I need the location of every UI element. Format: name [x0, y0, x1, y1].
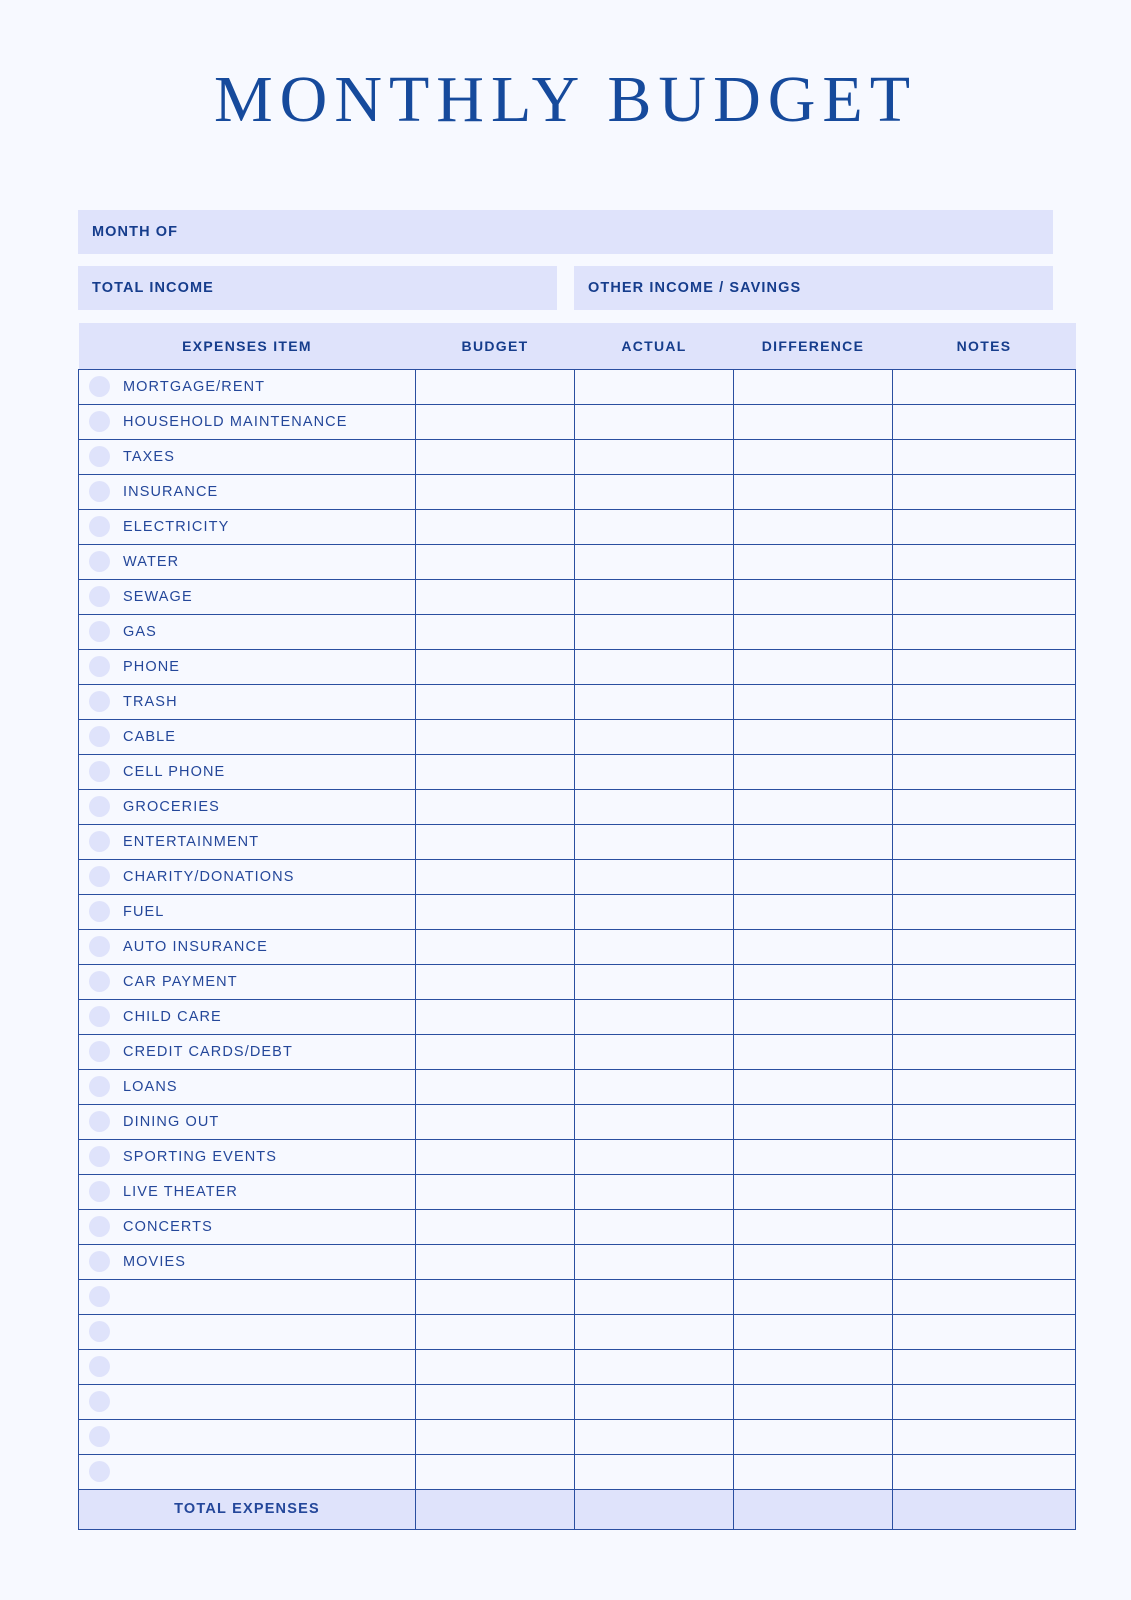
expense-item-cell[interactable]: [79, 789, 416, 824]
budget-cell[interactable]: [416, 1069, 575, 1104]
notes-cell[interactable]: [893, 509, 1076, 544]
expense-item-cell[interactable]: [79, 1104, 416, 1139]
actual-cell[interactable]: [575, 579, 734, 614]
notes-cell[interactable]: [893, 1069, 1076, 1104]
actual-cell[interactable]: [575, 1209, 734, 1244]
difference-cell[interactable]: [734, 964, 893, 999]
notes-cell[interactable]: [893, 1104, 1076, 1139]
expense-item-cell[interactable]: [79, 649, 416, 684]
checkbox-dot-icon[interactable]: [89, 1146, 110, 1167]
header-difference: DIFFERENCE: [734, 323, 893, 369]
checkbox-dot-icon[interactable]: [89, 761, 110, 782]
table-row: [79, 1454, 1076, 1489]
difference-cell[interactable]: [734, 1454, 893, 1489]
table-row: [79, 929, 1076, 964]
difference-cell[interactable]: [734, 1174, 893, 1209]
checkbox-dot-icon[interactable]: [89, 516, 110, 537]
difference-cell[interactable]: [734, 1139, 893, 1174]
table-row: [79, 1384, 1076, 1419]
difference-cell[interactable]: [734, 369, 893, 404]
page-title: MONTHLY BUDGET: [213, 63, 918, 136]
difference-cell[interactable]: [734, 859, 893, 894]
actual-cell[interactable]: [575, 439, 734, 474]
table-row: [79, 1069, 1076, 1104]
expense-item-label: ENTERTAINMENT: [123, 833, 260, 850]
difference-cell[interactable]: [734, 614, 893, 649]
checkbox-dot-icon[interactable]: [89, 866, 110, 887]
actual-cell[interactable]: [575, 649, 734, 684]
table-row: [79, 789, 1076, 824]
table-row: [79, 1244, 1076, 1279]
total-actual-cell[interactable]: [575, 1489, 734, 1529]
table-row: [79, 1349, 1076, 1384]
actual-cell[interactable]: [575, 1034, 734, 1069]
difference-cell[interactable]: [734, 1034, 893, 1069]
expense-item-cell[interactable]: [79, 404, 416, 439]
total-expenses-row: [79, 1489, 1076, 1529]
notes-cell[interactable]: [893, 894, 1076, 929]
total-income-field[interactable]: TOTAL INCOME: [78, 266, 557, 310]
expense-item-cell[interactable]: [79, 684, 416, 719]
budget-cell[interactable]: [416, 1384, 575, 1419]
expense-item-cell[interactable]: [79, 1034, 416, 1069]
table-row: [79, 1104, 1076, 1139]
budget-cell[interactable]: [416, 1419, 575, 1454]
actual-cell[interactable]: [575, 1454, 734, 1489]
checkbox-dot-icon[interactable]: [89, 901, 110, 922]
expense-item-label: PHONE: [123, 658, 181, 675]
table-row: [79, 754, 1076, 789]
notes-cell[interactable]: [893, 474, 1076, 509]
budget-cell[interactable]: [416, 719, 575, 754]
table-row: [79, 439, 1076, 474]
expense-item-label: CHILD CARE: [123, 1008, 222, 1025]
budget-cell[interactable]: [416, 1174, 575, 1209]
notes-cell[interactable]: [893, 404, 1076, 439]
notes-cell[interactable]: [893, 964, 1076, 999]
actual-cell[interactable]: [575, 684, 734, 719]
expense-item-cell[interactable]: [79, 1069, 416, 1104]
difference-cell[interactable]: [734, 1209, 893, 1244]
expense-item-cell[interactable]: [79, 1419, 416, 1454]
budget-cell[interactable]: [416, 579, 575, 614]
table-row: [79, 1419, 1076, 1454]
budget-cell[interactable]: [416, 1209, 575, 1244]
table-row: [79, 719, 1076, 754]
actual-cell[interactable]: [575, 1419, 734, 1454]
total-difference-cell[interactable]: [734, 1489, 893, 1529]
expense-item-cell[interactable]: [79, 964, 416, 999]
actual-cell[interactable]: [575, 719, 734, 754]
notes-cell[interactable]: [893, 1034, 1076, 1069]
total-notes-cell[interactable]: [893, 1489, 1076, 1529]
notes-cell[interactable]: [893, 1174, 1076, 1209]
notes-cell[interactable]: [893, 719, 1076, 754]
checkbox-dot-icon[interactable]: [89, 1181, 110, 1202]
checkbox-dot-icon[interactable]: [89, 691, 110, 712]
expense-item-label: GAS: [123, 623, 157, 640]
table-row: [79, 1279, 1076, 1314]
budget-cell[interactable]: [416, 894, 575, 929]
expense-item-cell[interactable]: [79, 894, 416, 929]
budget-cell[interactable]: [416, 1279, 575, 1314]
budget-cell[interactable]: [416, 859, 575, 894]
difference-cell[interactable]: [734, 1314, 893, 1349]
actual-cell[interactable]: [575, 509, 734, 544]
budget-cell[interactable]: [416, 684, 575, 719]
difference-cell[interactable]: [734, 894, 893, 929]
actual-cell[interactable]: [575, 1279, 734, 1314]
expense-item-cell[interactable]: [79, 754, 416, 789]
actual-cell[interactable]: [575, 1244, 734, 1279]
notes-cell[interactable]: [893, 1244, 1076, 1279]
expense-item-cell[interactable]: [79, 1209, 416, 1244]
expense-item-label: SEWAGE: [123, 588, 193, 605]
actual-cell[interactable]: [575, 929, 734, 964]
expense-item-label: CHARITY/DONATIONS: [123, 868, 295, 885]
difference-cell[interactable]: [734, 789, 893, 824]
difference-cell[interactable]: [734, 509, 893, 544]
notes-cell[interactable]: [893, 544, 1076, 579]
actual-cell[interactable]: [575, 614, 734, 649]
budget-cell[interactable]: [416, 824, 575, 859]
table-row: [79, 964, 1076, 999]
table-row: [79, 684, 1076, 719]
actual-cell[interactable]: [575, 894, 734, 929]
checkbox-dot-icon[interactable]: [89, 656, 110, 677]
checkbox-dot-icon[interactable]: [89, 621, 110, 642]
expense-item-cell[interactable]: [79, 1454, 416, 1489]
header-actual: ACTUAL: [575, 323, 734, 369]
expense-item-cell[interactable]: [79, 579, 416, 614]
expense-item-label: TRASH: [123, 693, 178, 710]
checkbox-dot-icon[interactable]: [89, 1321, 110, 1342]
income-row: [78, 266, 1053, 310]
expense-item-cell[interactable]: [79, 824, 416, 859]
notes-cell[interactable]: [893, 789, 1076, 824]
difference-cell[interactable]: [734, 1244, 893, 1279]
actual-cell[interactable]: [575, 964, 734, 999]
actual-cell[interactable]: [575, 754, 734, 789]
month-of-field[interactable]: MONTH OF: [78, 210, 1053, 254]
expense-item-cell[interactable]: [79, 509, 416, 544]
budget-cell[interactable]: [416, 439, 575, 474]
notes-cell[interactable]: [893, 754, 1076, 789]
actual-cell[interactable]: [575, 1349, 734, 1384]
checkbox-dot-icon[interactable]: [89, 1006, 110, 1027]
expense-item-label: WATER: [123, 553, 180, 570]
checkbox-dot-icon[interactable]: [89, 1216, 110, 1237]
checkbox-dot-icon[interactable]: [89, 1041, 110, 1062]
budget-cell[interactable]: [416, 999, 575, 1034]
actual-cell[interactable]: [575, 1314, 734, 1349]
budget-cell[interactable]: [416, 1314, 575, 1349]
notes-cell[interactable]: [893, 999, 1076, 1034]
notes-cell[interactable]: [893, 1419, 1076, 1454]
budget-sheet: [78, 138, 1053, 1530]
expenses-table-body: [79, 369, 1076, 1529]
table-row: [79, 474, 1076, 509]
checkbox-dot-icon[interactable]: [89, 446, 110, 467]
expense-item-cell[interactable]: [79, 1174, 416, 1209]
table-row: [79, 1139, 1076, 1174]
budget-cell[interactable]: [416, 929, 575, 964]
expense-item-label: AUTO INSURANCE: [123, 938, 268, 955]
expense-item-cell[interactable]: [79, 859, 416, 894]
checkbox-dot-icon[interactable]: [89, 796, 110, 817]
table-row: [79, 824, 1076, 859]
expense-item-label: LIVE THEATER: [123, 1183, 238, 1200]
expense-item-cell[interactable]: [79, 369, 416, 404]
difference-cell[interactable]: [734, 1384, 893, 1419]
notes-cell[interactable]: [893, 1139, 1076, 1174]
table-header-row: [79, 323, 1076, 369]
notes-cell[interactable]: [893, 1349, 1076, 1384]
checkbox-dot-icon[interactable]: [89, 376, 110, 397]
difference-cell[interactable]: [734, 999, 893, 1034]
notes-cell[interactable]: [893, 439, 1076, 474]
actual-cell[interactable]: [575, 1139, 734, 1174]
total-expenses-label: TOTAL EXPENSES: [79, 1489, 416, 1529]
table-row: [79, 509, 1076, 544]
difference-cell[interactable]: [734, 1279, 893, 1314]
expense-item-cell[interactable]: [79, 1139, 416, 1174]
budget-cell[interactable]: [416, 1244, 575, 1279]
difference-cell[interactable]: [734, 404, 893, 439]
difference-cell[interactable]: [734, 1069, 893, 1104]
table-row: [79, 649, 1076, 684]
budget-cell[interactable]: [416, 754, 575, 789]
notes-cell[interactable]: [893, 684, 1076, 719]
difference-cell[interactable]: [734, 544, 893, 579]
checkbox-dot-icon[interactable]: [89, 831, 110, 852]
table-row: [79, 614, 1076, 649]
difference-cell[interactable]: [734, 474, 893, 509]
actual-cell[interactable]: [575, 789, 734, 824]
checkbox-dot-icon[interactable]: [89, 1461, 110, 1482]
expense-item-cell[interactable]: [79, 1349, 416, 1384]
budget-cell[interactable]: [416, 369, 575, 404]
table-row: [79, 1314, 1076, 1349]
header-notes: NOTES: [893, 323, 1076, 369]
budget-cell[interactable]: [416, 544, 575, 579]
expense-item-label: CONCERTS: [123, 1218, 213, 1235]
table-row: [79, 404, 1076, 439]
expense-item-label: MOVIES: [123, 1253, 186, 1270]
checkbox-dot-icon[interactable]: [89, 1426, 110, 1447]
notes-cell[interactable]: [893, 1209, 1076, 1244]
difference-cell[interactable]: [734, 1349, 893, 1384]
expense-item-cell[interactable]: [79, 1279, 416, 1314]
actual-cell[interactable]: [575, 369, 734, 404]
notes-cell[interactable]: [893, 1279, 1076, 1314]
checkbox-dot-icon[interactable]: [89, 481, 110, 502]
table-row: [79, 369, 1076, 404]
difference-cell[interactable]: [734, 439, 893, 474]
expense-item-label: FUEL: [123, 903, 165, 920]
expense-item-label: GROCERIES: [123, 798, 220, 815]
header-expenses-item: EXPENSES ITEM: [79, 323, 416, 369]
checkbox-dot-icon[interactable]: [89, 726, 110, 747]
budget-cell[interactable]: [416, 1104, 575, 1139]
expenses-table: [78, 323, 1076, 1530]
total-budget-cell[interactable]: [416, 1489, 575, 1529]
notes-cell[interactable]: [893, 824, 1076, 859]
notes-cell[interactable]: [893, 579, 1076, 614]
difference-cell[interactable]: [734, 579, 893, 614]
checkbox-dot-icon[interactable]: [89, 1076, 110, 1097]
expense-item-cell[interactable]: [79, 1314, 416, 1349]
actual-cell[interactable]: [575, 1174, 734, 1209]
notes-cell[interactable]: [893, 1454, 1076, 1489]
notes-cell[interactable]: [893, 614, 1076, 649]
notes-cell[interactable]: [893, 1314, 1076, 1349]
difference-cell[interactable]: [734, 684, 893, 719]
checkbox-dot-icon[interactable]: [89, 936, 110, 957]
budget-cell[interactable]: [416, 614, 575, 649]
checkbox-dot-icon[interactable]: [89, 411, 110, 432]
actual-cell[interactable]: [575, 1384, 734, 1419]
difference-cell[interactable]: [734, 649, 893, 684]
checkbox-dot-icon[interactable]: [89, 1356, 110, 1377]
header-budget: BUDGET: [416, 323, 575, 369]
notes-cell[interactable]: [893, 859, 1076, 894]
expense-item-cell[interactable]: [79, 929, 416, 964]
expense-item-cell[interactable]: [79, 544, 416, 579]
expense-item-cell[interactable]: [79, 614, 416, 649]
checkbox-dot-icon[interactable]: [89, 551, 110, 572]
checkbox-dot-icon[interactable]: [89, 1251, 110, 1272]
expense-item-cell[interactable]: [79, 1384, 416, 1419]
checkbox-dot-icon[interactable]: [89, 586, 110, 607]
table-row: [79, 859, 1076, 894]
expense-item-label: ELECTRICITY: [123, 518, 230, 535]
table-row: [79, 894, 1076, 929]
budget-cell[interactable]: [416, 474, 575, 509]
expense-item-label: MORTGAGE/RENT: [123, 378, 266, 395]
expense-item-label: DINING OUT: [123, 1113, 220, 1130]
table-row: [79, 544, 1076, 579]
actual-cell[interactable]: [575, 474, 734, 509]
budget-cell[interactable]: [416, 404, 575, 439]
expense-item-cell[interactable]: [79, 1244, 416, 1279]
table-row: [79, 1034, 1076, 1069]
difference-cell[interactable]: [734, 929, 893, 964]
notes-cell[interactable]: [893, 649, 1076, 684]
table-row: [79, 1174, 1076, 1209]
notes-cell[interactable]: [893, 1384, 1076, 1419]
expense-item-label: CREDIT CARDS/DEBT: [123, 1043, 293, 1060]
other-income-savings-field[interactable]: OTHER INCOME / SAVINGS: [574, 266, 1053, 310]
budget-cell[interactable]: [416, 1454, 575, 1489]
expense-item-cell[interactable]: [79, 719, 416, 754]
budget-cell[interactable]: [416, 649, 575, 684]
expense-item-cell[interactable]: [79, 999, 416, 1034]
checkbox-dot-icon[interactable]: [89, 971, 110, 992]
checkbox-dot-icon[interactable]: [89, 1286, 110, 1307]
expense-item-label: CELL PHONE: [123, 763, 226, 780]
expense-item-cell[interactable]: [79, 474, 416, 509]
actual-cell[interactable]: [575, 1104, 734, 1139]
expense-item-label: LOANS: [123, 1078, 178, 1095]
budget-cell[interactable]: [416, 1034, 575, 1069]
checkbox-dot-icon[interactable]: [89, 1111, 110, 1132]
expense-item-label: TAXES: [123, 448, 175, 465]
actual-cell[interactable]: [575, 859, 734, 894]
table-row: [79, 1209, 1076, 1244]
actual-cell[interactable]: [575, 404, 734, 439]
actual-cell[interactable]: [575, 824, 734, 859]
notes-cell[interactable]: [893, 369, 1076, 404]
expense-item-label: CABLE: [123, 728, 177, 745]
actual-cell[interactable]: [575, 544, 734, 579]
budget-cell[interactable]: [416, 964, 575, 999]
budget-cell[interactable]: [416, 509, 575, 544]
budget-cell[interactable]: [416, 789, 575, 824]
actual-cell[interactable]: [575, 1069, 734, 1104]
table-row: [79, 999, 1076, 1034]
expense-item-label: SPORTING EVENTS: [123, 1148, 278, 1165]
difference-cell[interactable]: [734, 754, 893, 789]
table-row: [79, 579, 1076, 614]
checkbox-dot-icon[interactable]: [89, 1391, 110, 1412]
difference-cell[interactable]: [734, 824, 893, 859]
expense-item-label: HOUSEHOLD MAINTENANCE: [123, 413, 348, 430]
expense-item-cell[interactable]: [79, 439, 416, 474]
budget-cell[interactable]: [416, 1139, 575, 1174]
difference-cell[interactable]: [734, 719, 893, 754]
actual-cell[interactable]: [575, 999, 734, 1034]
expense-item-label: CAR PAYMENT: [123, 973, 238, 990]
expense-item-label: INSURANCE: [123, 483, 219, 500]
budget-cell[interactable]: [416, 1349, 575, 1384]
difference-cell[interactable]: [734, 1104, 893, 1139]
notes-cell[interactable]: [893, 929, 1076, 964]
difference-cell[interactable]: [734, 1419, 893, 1454]
